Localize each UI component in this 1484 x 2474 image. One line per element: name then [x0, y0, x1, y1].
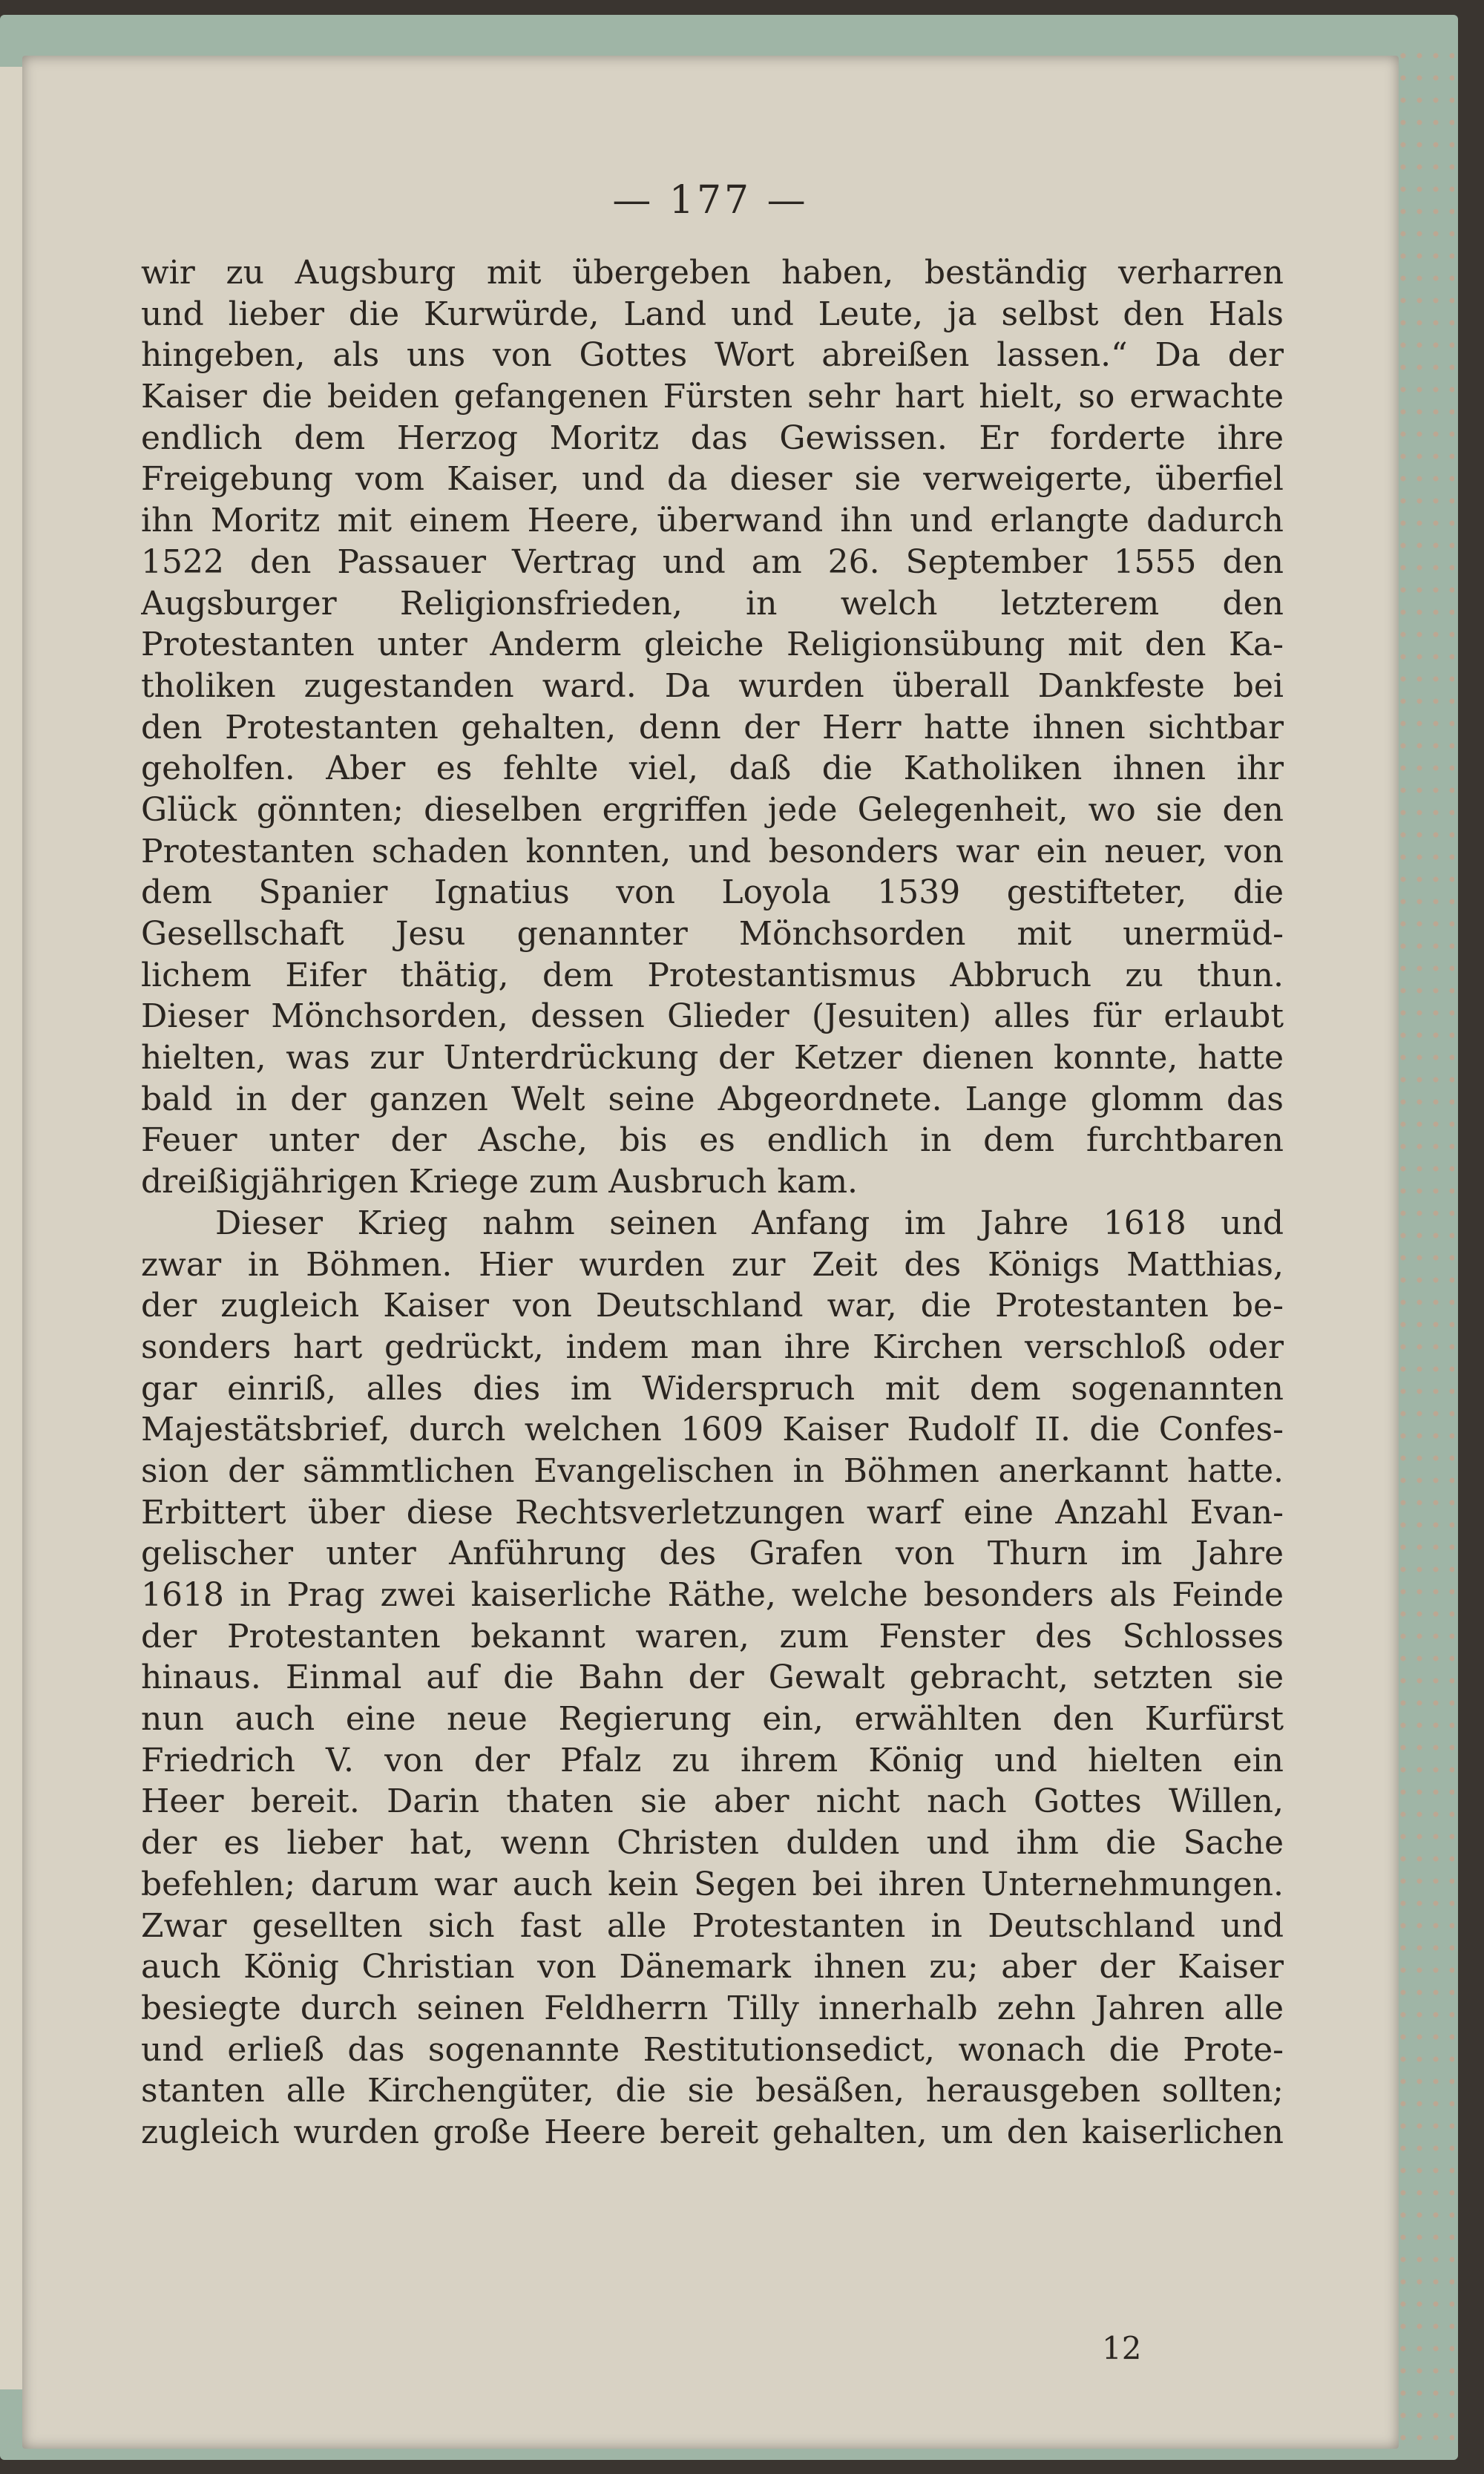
text-line: Friedrich V. von der Pfalz zu ihrem König und hielten ein — [141, 1741, 1284, 1779]
page-text — [141, 252, 1284, 2153]
text-line: Zwar gesellten sich fast alle Protestanten in Deutschland und — [141, 1906, 1284, 1945]
text-line: Kaiser die beiden gefangenen Fürsten sehr hart hielt, so erwachte — [141, 378, 1284, 416]
text-line: der es lieber hat, wenn Christen dulden und ihm die Sache — [141, 1824, 1284, 1863]
text-line: Feuer unter der Asche, bis es endlich in dem furchtbaren — [141, 1121, 1284, 1160]
text-line: auch König Christian von Dänemark ihnen zu; aber der Kaiser — [141, 1948, 1284, 1986]
text-line: wir zu Augsburg mit übergeben haben, beständig verharren — [141, 254, 1284, 292]
text-line: ihn Moritz mit einem Heere, überwand ihn und erlangte dadurch — [141, 502, 1284, 540]
text-line: hielten, was zur Unterdrückung der Ketzer dienen konnte, hatte — [141, 1039, 1284, 1077]
text-line: lichem Eifer thätig, dem Protestantismus Abbruch zu thun. — [141, 956, 1284, 994]
text-line: hinaus. Einmal auf die Bahn der Gewalt gebracht, setzten sie — [141, 1658, 1284, 1697]
text-line: Glück gönnten; dieselben ergriffen jede Gelegenheit, wo sie den — [141, 790, 1284, 829]
text-line: gelischer unter Anführung des Grafen von Thurn im Jahre — [141, 1535, 1284, 1573]
text-line: Freigebung vom Kaiser, und da dieser sie verweigerte, überfiel — [141, 460, 1284, 499]
text-line: Protestanten schaden konnten, und besonders war ein neuer, von — [141, 832, 1284, 870]
text-line: bald in der ganzen Welt seine Abgeordnete. Lange glomm das — [141, 1080, 1284, 1118]
text-line: Erbittert über diese Rechtsverletzungen warf eine Anzahl Evan- — [141, 1493, 1284, 1532]
text-line: Heer bereit. Darin thaten sie aber nicht nach Gottes Willen, — [141, 1782, 1284, 1821]
book-page — [22, 56, 1399, 2449]
text-line: Majestätsbrief, durch welchen 1609 Kaiser Rudolf II. die Confes- — [141, 1411, 1284, 1449]
text-line: Dieser Krieg nahm seinen Anfang im Jahre 1618 und — [215, 1204, 1284, 1242]
text-line: den Protestanten gehalten, denn der Herr hatte ihnen sichtbar — [141, 708, 1284, 747]
text-line: dem Spanier Ignatius von Loyola 1539 gestifteter, die — [141, 873, 1284, 912]
text-line: geholfen. Aber es fehlte viel, daß die Katholiken ihnen ihr — [141, 749, 1284, 788]
text-line: der Protestanten bekannt waren, zum Fenster des Schlosses — [141, 1617, 1284, 1656]
text-line: befehlen; darum war auch kein Segen bei ihren Unternehmungen. — [141, 1865, 1284, 1903]
text-line: sion der sämmtlichen Evangelischen in Böhmen anerkannt hatte. — [141, 1451, 1284, 1490]
text-line: zwar in Böhmen. Hier wurden zur Zeit des Königs Matthias, — [141, 1245, 1284, 1284]
text-line: sonders hart gedrückt, indem man ihre Kirchen verschloß oder — [141, 1328, 1284, 1366]
text-line: hingeben, als uns von Gottes Wort abreißen lassen.“ Da der — [141, 336, 1284, 375]
text-line: gar einriß, alles dies im Widerspruch mit dem sogenannten — [141, 1369, 1284, 1408]
text-line: Gesellschaft Jesu genannter Mönchsorden mit unermüd- — [141, 915, 1284, 953]
text-line: nun auch eine neue Regierung ein, erwählten den Kurfürst — [141, 1700, 1284, 1739]
page-number: — 177 — — [612, 178, 809, 223]
text-line: zugleich wurden große Heere bereit gehalten, um den kaiserlichen — [141, 2113, 1284, 2151]
text-line: Dieser Mönchsorden, dessen Glieder (Jesuiten) alles für erlaubt — [141, 997, 1284, 1036]
text-line: besiegte durch seinen Feldherrn Tilly innerhalb zehn Jahren alle — [141, 1989, 1284, 2027]
text-line: dreißigjährigen Kriege zum Ausbruch kam. — [141, 1163, 858, 1201]
text-line: stanten alle Kirchengüter, die sie besäßen, herausgeben sollten; — [141, 2072, 1284, 2110]
text-line: und erließ das sogenannte Restitutionsedict, wonach die Prote- — [141, 2030, 1284, 2069]
text-line: und lieber die Kurwürde, Land und Leute, ja selbst den Hals — [141, 295, 1284, 333]
text-line: der zugleich Kaiser von Deutschland war, die Protestanten be- — [141, 1287, 1284, 1325]
text-line: Augsburger Religionsfrieden, in welch letzterem den — [141, 584, 1284, 623]
text-line: 1522 den Passauer Vertrag und am 26. September 1555 den — [141, 542, 1284, 581]
text-line: 1618 in Prag zwei kaiserliche Räthe, welche besonders als Feinde — [141, 1576, 1284, 1614]
text-line: endlich dem Herzog Moritz das Gewissen. Er forderte ihre — [141, 419, 1284, 457]
text-line: tholiken zugestanden ward. Da wurden überall Dankfeste bei — [141, 666, 1284, 705]
signature-mark: 12 — [1102, 2330, 1142, 2366]
cover-pattern — [1395, 45, 1454, 2449]
text-line: Protestanten unter Anderm gleiche Religionsübung mit den Ka- — [141, 626, 1284, 664]
